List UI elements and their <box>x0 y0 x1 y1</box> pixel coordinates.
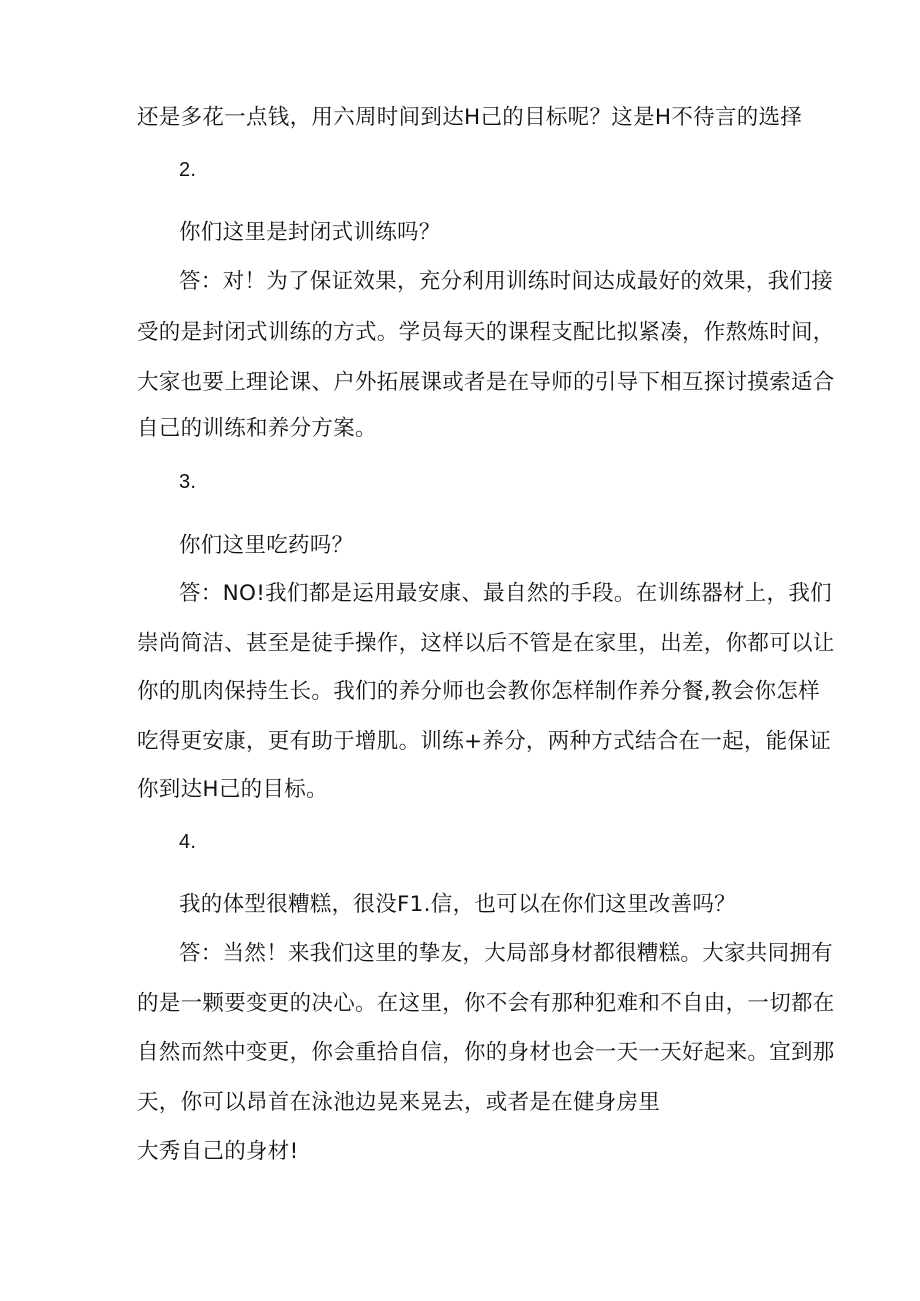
section-2-question: 你们这里是封闭式训练吗？ <box>179 220 441 245</box>
section-2-answer-line: 自己的训练和养分方案。 <box>137 416 377 441</box>
section-4-answer-line: 天，你可以昂首在泳池边晃来晃去，或者是在健身房里 <box>137 1090 661 1115</box>
section-4-answer-line: 答：当然！来我们这里的挚友，大局部身材都很糟糕。大家共同拥有 <box>179 941 834 966</box>
section-2-answer-line: 答：对！为了保证效果，充分利用训练时间达成最好的效果，我们接 <box>179 269 834 294</box>
section-4-question: 我的体型很糟糕，很没F1.信，也可以在你们这里改善吗？ <box>179 892 736 917</box>
section-2-number: 2. <box>179 159 197 181</box>
section-3-answer-line: 你到达H己的目标。 <box>137 777 328 802</box>
section-3-answer-line: 吃得更安康，更有助于增肌。训练+养分，两种方式结合在一起，能保证 <box>137 729 832 754</box>
section-4-answer-line: 的是一颗要变更的决心。在这里，你不会有那种犯难和不自由，一切都在 <box>137 991 835 1016</box>
section-3-answer-line: 崇尚简洁、甚至是徒手操作，这样以后不管是在家里，出差，你都可以让 <box>137 631 835 656</box>
section-2-answer-line: 大家也要上理论课、户外拓展课或者是在导师的引导下相互探讨摸索适合 <box>137 370 835 395</box>
section-4-number: 4. <box>179 831 197 853</box>
section-3-number: 3. <box>179 471 197 493</box>
section-2-answer-line: 受的是封闭式训练的方式。学员每天的课程支配比拟紧凑，作熬炼时间， <box>137 320 835 345</box>
section-3-answer-line: 你的肌肉保持生长。我们的养分师也会教你怎样制作养分餐,教会你怎样 <box>137 679 820 704</box>
section-3-answer-line: 答：NO!我们都是运用最安康、最自然的手段。在训练器材上，我们 <box>179 581 832 606</box>
section-4-answer-line: 自然而然中变更，你会重拾自信，你的身材也会一天一天好起来。宜到那 <box>137 1040 835 1065</box>
section-3-question: 你们这里吃药吗？ <box>179 533 354 558</box>
section-4-answer-line: 大秀自己的身材! <box>137 1139 299 1164</box>
intro-line: 还是多花一点钱，用六周时间到达H己的目标呢？这是H不待言的选择 <box>137 105 803 130</box>
